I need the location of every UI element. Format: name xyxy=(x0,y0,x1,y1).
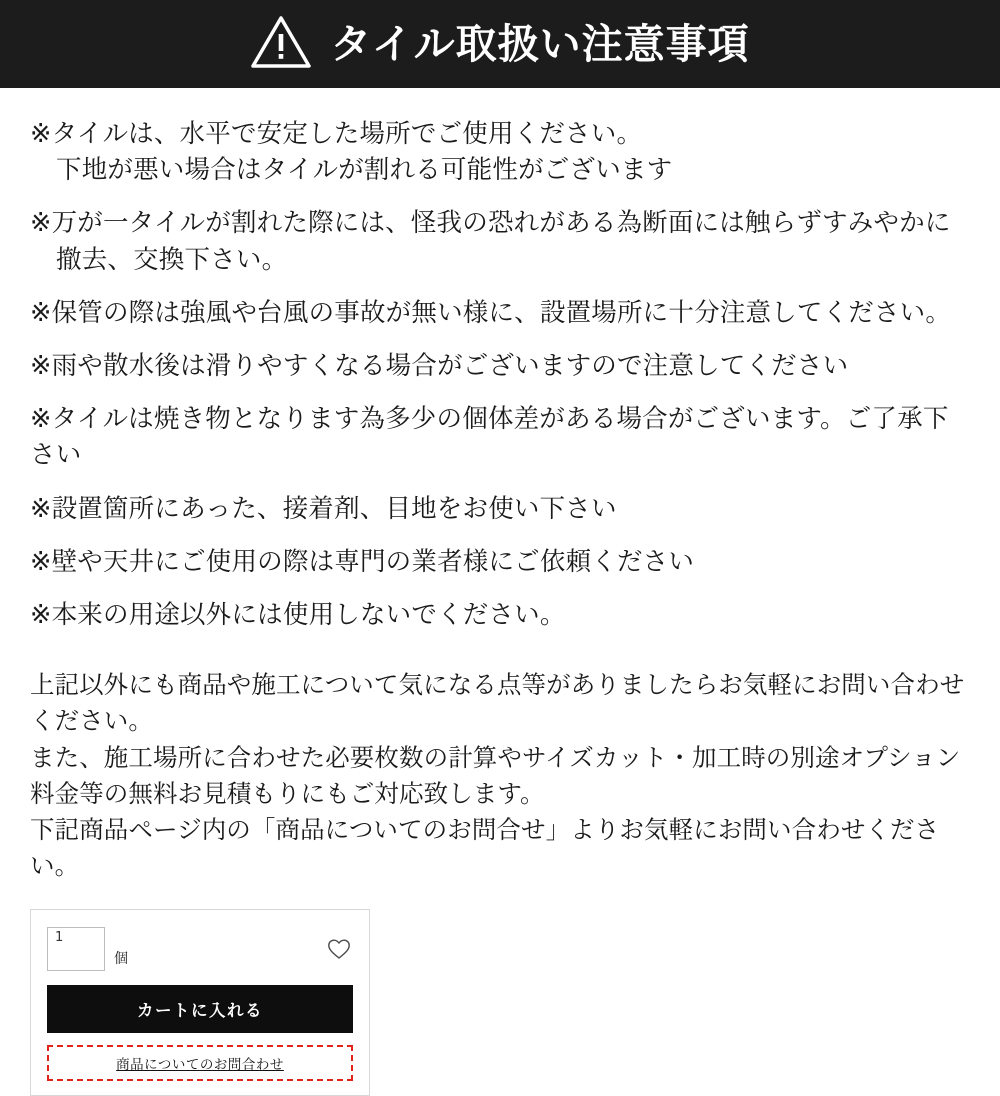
note-item xyxy=(30,348,970,384)
paragraph-line: 下記商品ページ内の「商品についてのお問合せ」よりお気軽にお問い合わせください。 xyxy=(30,815,940,881)
product-inquiry-highlight[interactable] xyxy=(47,1045,353,1081)
paragraph-line: ください。 xyxy=(30,706,153,736)
note-line-secondary: 下地が悪い場合はタイルが割れる可能性がございます xyxy=(56,155,673,186)
note-item xyxy=(30,544,970,580)
note-item xyxy=(30,116,970,188)
add-to-cart-button[interactable]: カートに入れる xyxy=(47,985,353,1033)
page-title: タイル取扱い注意事項 xyxy=(330,19,750,68)
page-header xyxy=(0,0,1000,88)
content-area xyxy=(0,88,1000,1096)
purchase-card xyxy=(30,909,370,1096)
note-item xyxy=(30,295,970,331)
note-line-primary: ※本来の用途以外には使用しないでください。 xyxy=(30,600,566,631)
paragraph-line: 料金等の無料お見積もりにもご対応致します。 xyxy=(30,778,545,808)
quantity-input[interactable]: 1 xyxy=(47,927,105,971)
paragraph-line: また、施工場所に合わせた必要枚数の計算やサイズカット・加工時の別途オプション xyxy=(30,742,961,772)
note-line-primary: ※万が一タイルが割れた際には、怪我の恐れがある為断面には触らずすみやかに xyxy=(30,208,951,239)
note-item xyxy=(30,597,970,633)
quantity-unit-label: 個 xyxy=(114,950,128,967)
note-line-primary: ※設置箇所にあった、接着剤、目地をお使い下さい xyxy=(30,493,617,524)
note-item xyxy=(30,491,970,527)
paragraph-line: 上記以外にも商品や施工について気になる点等がありましたらお気軽にお問い合わせ xyxy=(30,670,965,700)
quantity-row xyxy=(47,926,353,972)
closing-paragraph xyxy=(30,667,970,885)
note-item xyxy=(30,205,970,277)
note-line-primary: ※タイルは、水平で安定した場所でご使用ください。 xyxy=(30,119,643,149)
note-line-secondary: 撤去、交換下さい。 xyxy=(56,244,288,275)
product-inquiry-link[interactable]: 商品についてのお問合わせ xyxy=(116,1056,284,1073)
heart-icon[interactable] xyxy=(325,935,353,963)
note-item xyxy=(30,401,970,473)
note-line-primary: ※タイルは焼き物となります為多少の個体差がある場合がございます。ご了承下さい xyxy=(30,404,949,471)
note-line-primary: ※雨や散水後は滑りやすくなる場合がございますので注意してください xyxy=(30,351,849,382)
note-line-primary: ※壁や天井にご使用の際は専門の業者様にご依頼ください xyxy=(30,546,695,577)
note-line-primary: ※保管の際は強風や台風の事故が無い様に、設置場所に十分注意してください。 xyxy=(30,297,952,328)
warning-triangle-icon xyxy=(250,14,312,74)
